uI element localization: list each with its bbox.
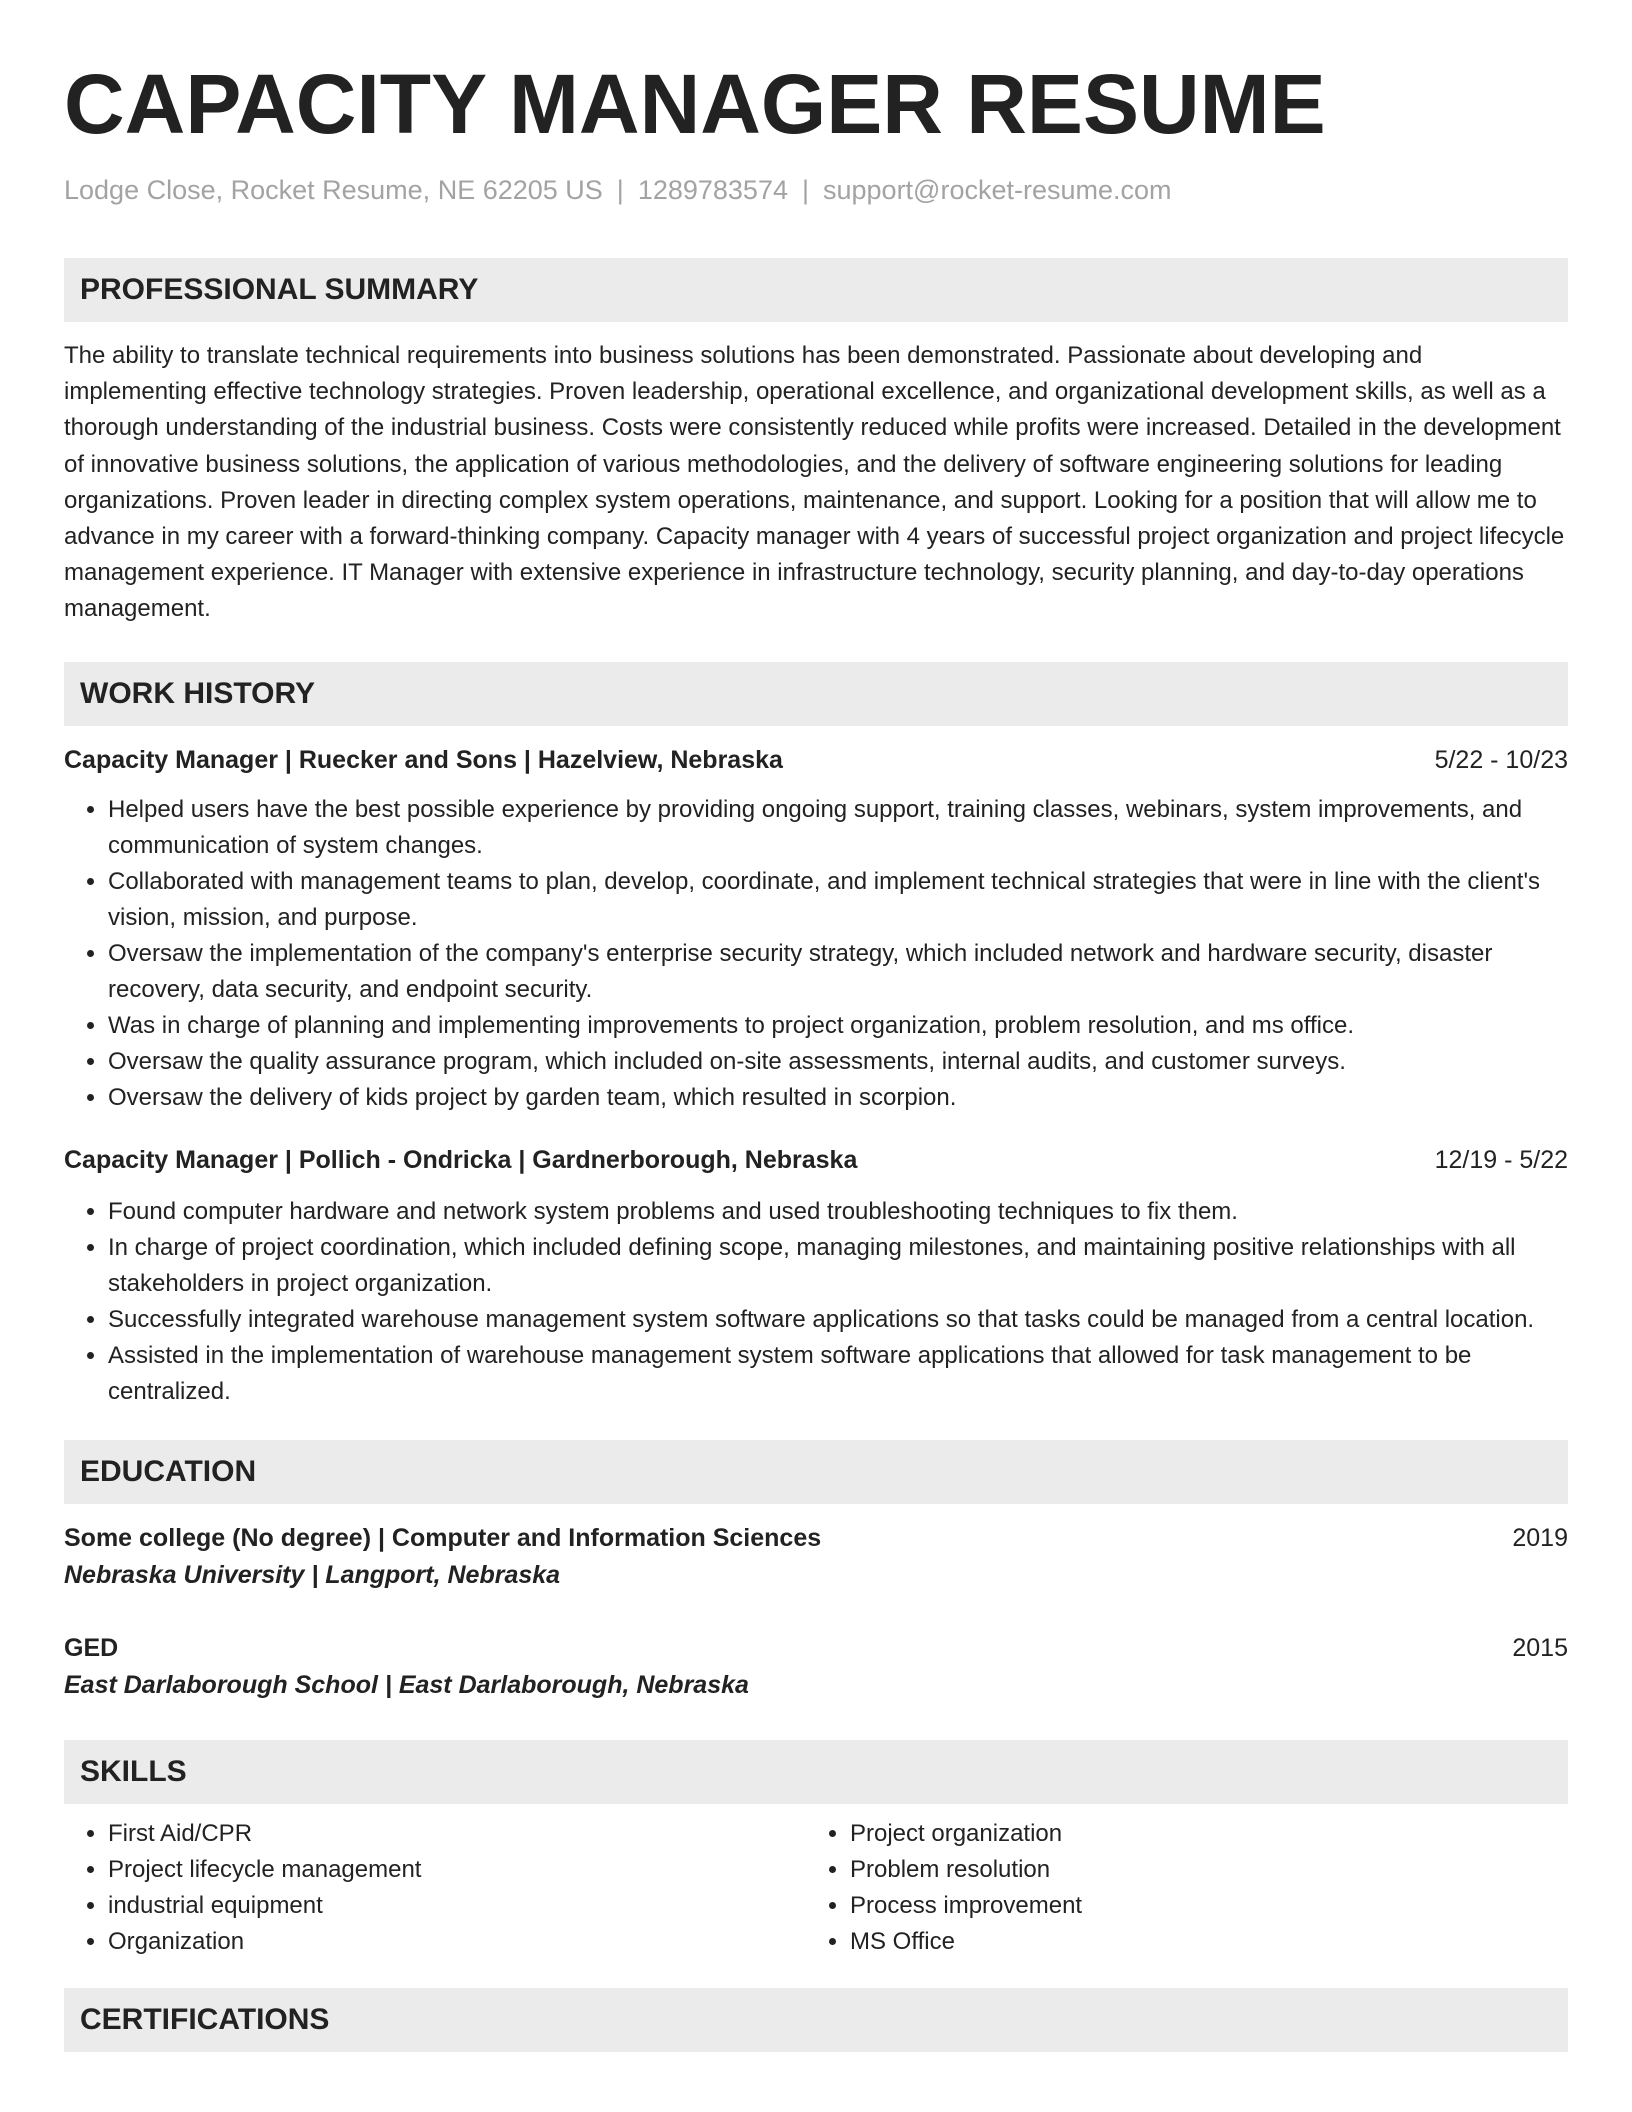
skill-item: • First Aid/CPR: [108, 1816, 806, 1852]
skill-item: • Organization: [108, 1924, 806, 1960]
skill-item: • Project organization: [850, 1816, 1548, 1852]
job-entry: [64, 1142, 1568, 1410]
skills-list: [806, 1816, 1548, 1960]
job-dates: 5/22 - 10/23: [1434, 745, 1568, 774]
job-bullet: • Oversaw the quality assurance program, which included on-site assessments, internal audits, and customer surveys.: [108, 1044, 1568, 1080]
education-school: East Darlaborough School | East Darlaborough, Nebraska: [64, 1670, 749, 1699]
skill-item: • Project lifecycle management: [108, 1852, 806, 1888]
job-bullet-list: [64, 1194, 1568, 1410]
skill-item: • Problem resolution: [850, 1852, 1548, 1888]
contact-separator: |: [801, 175, 809, 205]
contact-address: Lodge Close, Rocket Resume, NE 62205 US: [64, 175, 603, 205]
work-history-section-header: WORK HISTORY: [64, 662, 1568, 726]
education-header: [64, 1630, 1568, 1666]
job-bullet: • Oversaw the delivery of kids project by garden team, which resulted in scorpion.: [108, 1080, 1568, 1116]
job-bullet-list: [64, 792, 1568, 1116]
education-entry: [64, 1630, 1568, 1704]
summary-text: The ability to translate technical requirements into business solutions has been demonstrated. Passionate about developing and implementing effective technology strategies. Proven leadership, operational excellence, and organizational development skills, as well as a thorough understanding of the industrial business. Costs were consistently reduced while profits were increased. Detailed in the development of innovative business solutions, the application of various methodologies, and the delivery of software engineering solutions for leading organizations. Proven leader in directing complex system operations, maintenance, and support. Looking for a position that will allow me to advance in my career with a forward-thinking company. Capacity manager with 4 years of successful project organization and project lifecycle management experience. IT Manager with extensive experience in infrastructure technology, security planning, and day-to-day operations management.: [64, 342, 1565, 623]
education-entry: [64, 1520, 1568, 1594]
resume-title: CAPACITY MANAGER RESUME: [64, 57, 1326, 151]
job-entry: [64, 742, 1568, 1116]
summary-section-header: PROFESSIONAL SUMMARY: [64, 258, 1568, 322]
job-title: Capacity Manager | Pollich - Ondricka | Gardnerborough, Nebraska: [64, 1145, 858, 1174]
education-section-header: EDUCATION: [64, 1440, 1568, 1504]
job-bullet: • Found computer hardware and network system problems and used troubleshooting techniques to fix them.: [108, 1194, 1568, 1230]
skill-item: • Process improvement: [850, 1888, 1548, 1924]
job-dates: 12/19 - 5/22: [1434, 1145, 1568, 1174]
job-bullet: • Helped users have the best possible experience by providing ongoing support, training classes, webinars, system improvements, and communication of system changes.: [108, 792, 1568, 864]
skill-item: • industrial equipment: [108, 1888, 806, 1924]
skills-column-left: [64, 1816, 806, 1960]
education-header: [64, 1520, 1568, 1556]
skill-item: • MS Office: [850, 1924, 1548, 1960]
contact-email: support@rocket-resume.com: [823, 175, 1172, 205]
resume-page: [64, 0, 1568, 2052]
education-year: 2019: [1512, 1523, 1568, 1552]
skills-section-header: SKILLS: [64, 1740, 1568, 1804]
job-bullet: • Was in charge of planning and implementing improvements to project organization, problem resolution, and ms office.: [108, 1008, 1568, 1044]
skills-grid: [64, 1816, 1568, 1960]
job-bullet: • Oversaw the implementation of the company's enterprise security strategy, which included network and hardware security, disaster recovery, data security, and endpoint security.: [108, 936, 1568, 1008]
job-bullet: • Successfully integrated warehouse management system software applications so that tasks could be managed from a central location.: [108, 1302, 1568, 1338]
education-school: Nebraska University | Langport, Nebraska: [64, 1560, 561, 1589]
skills-list: [64, 1816, 806, 1960]
job-title: Capacity Manager | Ruecker and Sons | Hazelview, Nebraska: [64, 745, 783, 774]
job-header: [64, 742, 1568, 778]
education-degree: Some college (No degree) | Computer and Information Sciences: [64, 1523, 822, 1552]
skills-column-right: [806, 1816, 1548, 1960]
job-bullet: • In charge of project coordination, which included defining scope, managing milestones, and maintaining positive relationships with all stakeholders in project organization.: [108, 1230, 1568, 1302]
education-degree: GED: [64, 1633, 119, 1662]
job-bullet: • Assisted in the implementation of warehouse management system software applications that allowed for task management to be centralized.: [108, 1338, 1568, 1410]
contact-phone: 1289783574: [637, 175, 788, 205]
education-year: 2015: [1512, 1633, 1568, 1662]
job-bullet: • Collaborated with management teams to plan, develop, coordinate, and implement technical strategies that were in line with the client's vision, mission, and purpose.: [108, 864, 1568, 936]
contact-separator: |: [616, 175, 624, 205]
job-header: [64, 1142, 1568, 1178]
certifications-section-header: CERTIFICATIONS: [64, 1988, 1568, 2052]
contact-line: [64, 172, 1568, 208]
